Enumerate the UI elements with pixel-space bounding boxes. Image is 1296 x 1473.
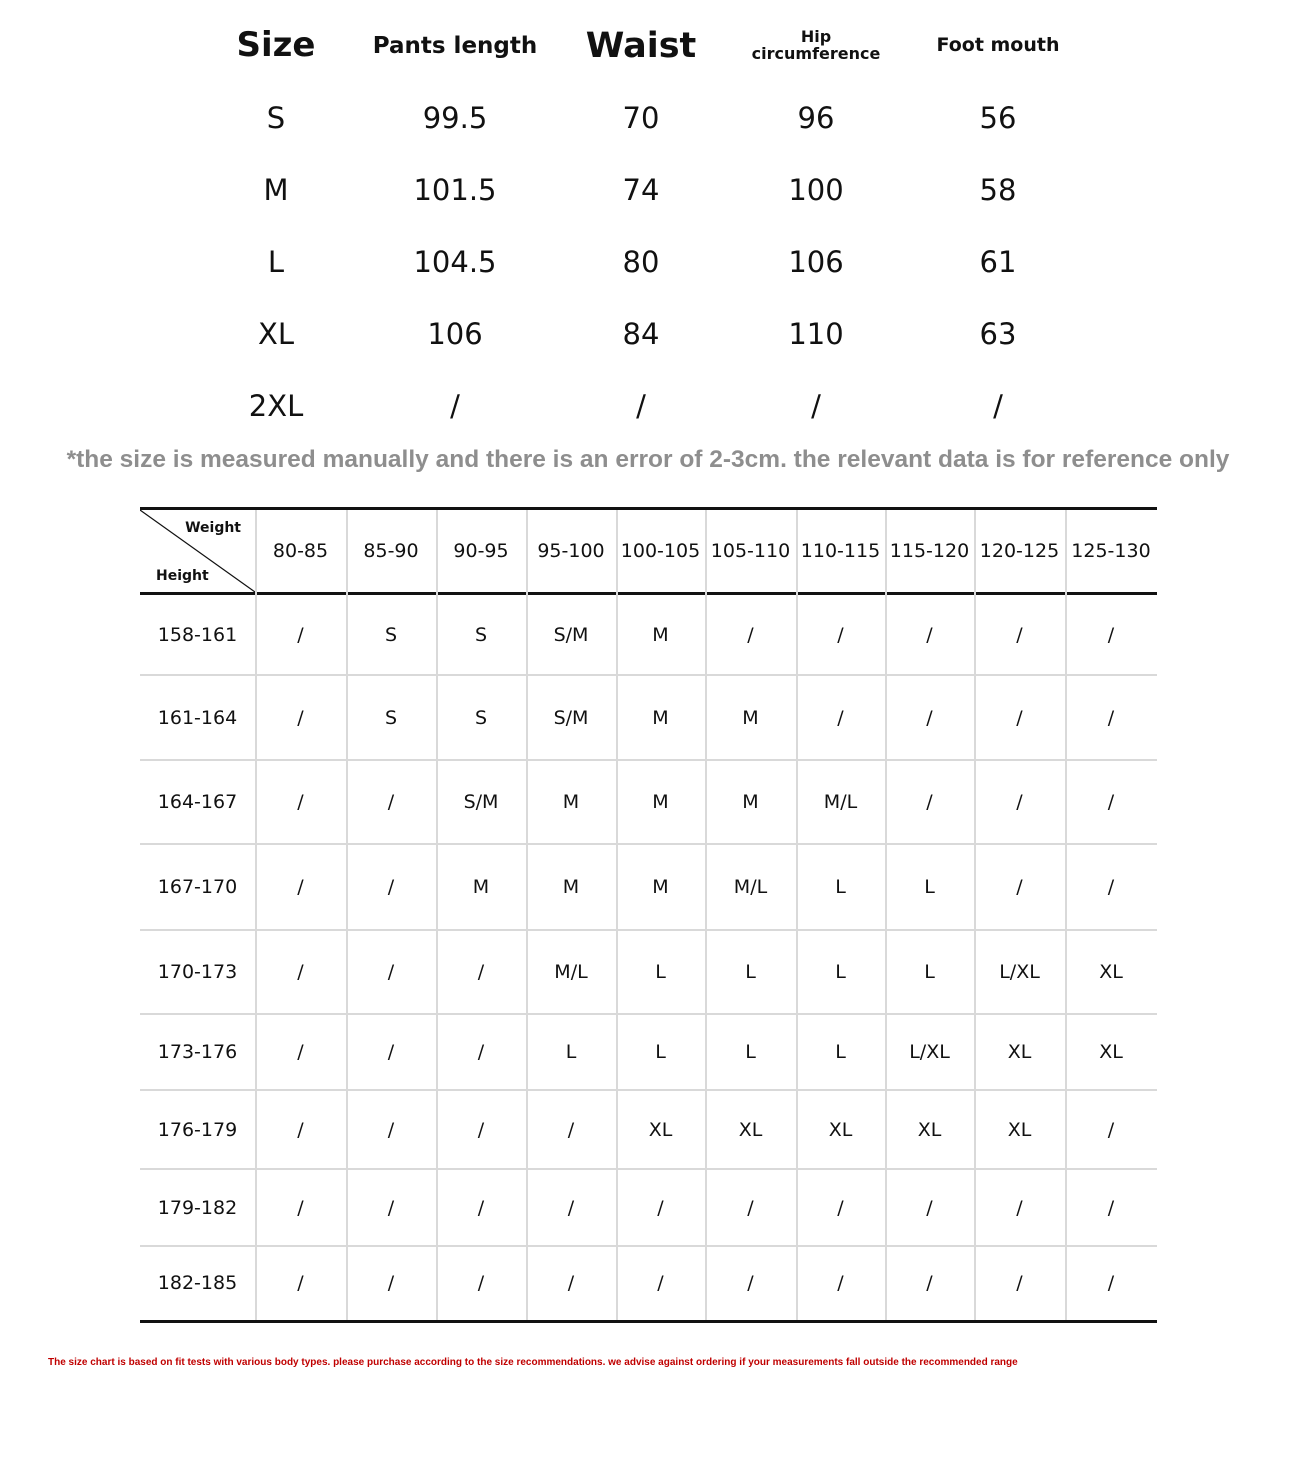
height-range-header: 179-182: [157, 1196, 238, 1219]
header-hip-circumference: Hip circumference: [751, 27, 881, 63]
height-range-header: 158-161: [157, 624, 238, 646]
header-waist: Waist: [585, 25, 697, 66]
disclaimer: The size chart is based on fit tests with various body types. please purchase according to the size recommendations. we advise against ordering if your measurements fall outside the recommended range: [48, 1357, 1018, 1368]
recommended-size-cell: /: [1107, 791, 1115, 813]
recommended-size-cell: M: [562, 791, 580, 813]
size-recommendation-grid: [140, 507, 1157, 1323]
recommended-size-cell: /: [837, 1196, 844, 1219]
height-range-header: 164-167: [157, 791, 238, 813]
recommended-size-cell: /: [1016, 706, 1023, 729]
recommended-size-cell: M/L: [554, 961, 588, 983]
size-cell: 99.5: [422, 100, 488, 135]
recommended-size-cell: /: [297, 706, 304, 729]
recommended-size-cell: S/M: [553, 624, 589, 646]
recommended-size-cell: XL: [1099, 961, 1123, 983]
recommended-size-cell: M: [562, 876, 580, 898]
size-cell: 74: [622, 172, 660, 207]
size-cell: 56: [979, 100, 1017, 135]
recommended-size-cell: /: [1107, 876, 1115, 898]
weight-range-header: 105-110: [710, 540, 791, 562]
recommended-size-cell: XL: [917, 1118, 942, 1141]
header-size: Size: [236, 25, 316, 66]
size-row: [0, 88, 1296, 148]
recommended-size-cell: /: [837, 706, 844, 729]
size-cell: L: [267, 244, 285, 279]
recommended-size-cell: M/L: [823, 791, 858, 813]
recommended-size-cell: L: [835, 876, 846, 898]
recommended-size-cell: XL: [1099, 1041, 1123, 1063]
recommended-size-cell: /: [567, 1118, 575, 1141]
recommended-size-cell: XL: [1007, 1118, 1032, 1141]
height-range-header: 167-170: [157, 876, 238, 898]
header-foot-mouth: Foot mouth: [936, 34, 1060, 57]
recommended-size-cell: /: [747, 1272, 754, 1294]
weight-range-header: 115-120: [889, 540, 970, 562]
recommended-size-cell: /: [747, 1196, 754, 1219]
size-header-row: [0, 16, 1296, 76]
weight-range-header: 100-105: [620, 540, 701, 562]
size-cell: 61: [979, 244, 1017, 279]
recommended-size-cell: M: [742, 791, 759, 813]
recommended-size-cell: /: [387, 1041, 395, 1063]
size-row: [0, 232, 1296, 292]
size-cell: /: [993, 388, 1003, 423]
size-cell: 106: [427, 316, 483, 351]
size-cell: /: [636, 388, 646, 423]
recommended-size-cell: L: [565, 1041, 577, 1063]
recommended-size-cell: L: [835, 961, 846, 983]
recommended-size-cell: /: [387, 1118, 395, 1141]
recommended-size-cell: /: [387, 1196, 395, 1219]
size-row: [0, 304, 1296, 364]
size-cell: 58: [979, 172, 1017, 207]
size-cell: 100: [788, 172, 844, 207]
recommended-size-cell: S: [384, 706, 398, 729]
corner-height-label: Height: [156, 568, 209, 584]
recommended-size-cell: /: [657, 1272, 664, 1294]
size-row: [0, 160, 1296, 220]
recommended-size-cell: /: [477, 1118, 485, 1141]
recommended-size-cell: /: [297, 1118, 304, 1141]
recommended-size-cell: /: [297, 624, 304, 646]
recommended-size-cell: /: [567, 1196, 575, 1219]
recommended-size-cell: XL: [1007, 1041, 1032, 1063]
recommended-size-cell: XL: [828, 1118, 853, 1141]
recommended-size-cell: L: [924, 876, 935, 898]
recommended-size-cell: /: [477, 1041, 485, 1063]
grid-bottom-rule: [140, 1320, 1157, 1323]
recommended-size-cell: /: [477, 1196, 485, 1219]
recommended-size-cell: /: [297, 961, 304, 983]
weight-range-header: 125-130: [1071, 540, 1151, 562]
recommended-size-cell: /: [837, 1272, 844, 1294]
recommended-size-cell: /: [1107, 624, 1115, 646]
weight-range-header: 95-100: [537, 540, 605, 562]
recommended-size-cell: L: [655, 961, 666, 983]
size-cell: M: [263, 172, 289, 207]
recommended-size-cell: M: [652, 791, 669, 813]
recommended-size-cell: /: [387, 791, 395, 813]
recommended-size-cell: XL: [648, 1118, 673, 1141]
recommended-size-cell: /: [657, 1196, 664, 1219]
recommended-size-cell: /: [1107, 1118, 1115, 1141]
size-cell: /: [450, 388, 460, 423]
recommended-size-cell: L/XL: [909, 1041, 950, 1063]
weight-range-header: 90-95: [453, 540, 509, 562]
recommended-size-cell: L: [924, 961, 935, 983]
recommended-size-cell: M: [652, 876, 669, 898]
recommended-size-cell: /: [1016, 791, 1023, 813]
weight-range-header: 85-90: [363, 540, 419, 562]
size-cell: XL: [257, 316, 295, 351]
size-cell: 106: [788, 244, 844, 279]
recommended-size-cell: L: [745, 1041, 756, 1063]
recommended-size-cell: /: [297, 791, 304, 813]
height-range-header: 173-176: [157, 1041, 238, 1063]
recommended-size-cell: M: [652, 706, 669, 729]
recommended-size-cell: /: [387, 961, 395, 983]
height-range-header: 182-185: [157, 1272, 238, 1294]
grid-corner-cell: [140, 510, 255, 592]
weight-range-header: 110-115: [800, 540, 881, 562]
recommended-size-cell: /: [297, 1196, 304, 1219]
recommended-size-cell: S: [474, 624, 488, 646]
recommended-size-cell: /: [1016, 624, 1023, 646]
recommended-size-cell: /: [1107, 706, 1115, 729]
recommended-size-cell: /: [297, 876, 304, 898]
recommended-size-cell: /: [477, 961, 485, 983]
recommended-size-cell: M/L: [733, 876, 768, 898]
recommended-size-cell: /: [387, 1272, 395, 1294]
recommended-size-cell: /: [1016, 1196, 1023, 1219]
weight-range-header: 80-85: [272, 540, 329, 562]
recommended-size-cell: /: [926, 791, 933, 813]
recommended-size-cell: L: [835, 1041, 846, 1063]
recommended-size-cell: /: [926, 624, 933, 646]
recommended-size-cell: /: [747, 624, 754, 646]
recommended-size-cell: L/XL: [999, 961, 1040, 983]
recommended-size-cell: /: [567, 1272, 575, 1294]
recommended-size-cell: /: [297, 1041, 304, 1063]
recommended-size-cell: M: [652, 624, 669, 646]
size-cell: S: [266, 100, 286, 135]
size-cell: 70: [622, 100, 660, 135]
recommended-size-cell: XL: [738, 1118, 763, 1141]
recommended-size-cell: /: [387, 876, 395, 898]
recommended-size-cell: /: [926, 1272, 933, 1294]
recommended-size-cell: L: [655, 1041, 666, 1063]
size-cell: 63: [979, 316, 1017, 351]
size-cell: /: [811, 388, 821, 423]
recommended-size-cell: /: [1016, 1272, 1023, 1294]
recommended-size-cell: /: [1107, 1272, 1115, 1294]
size-cell: 80: [622, 244, 660, 279]
recommended-size-cell: M: [472, 876, 490, 898]
size-cell: 96: [797, 100, 835, 135]
size-cell: 84: [622, 316, 660, 351]
header-pants-length: Pants length: [372, 32, 538, 59]
height-range-header: 161-164: [157, 706, 238, 729]
recommended-size-cell: /: [837, 624, 844, 646]
recommended-size-cell: /: [297, 1272, 304, 1294]
recommended-size-cell: /: [1016, 876, 1023, 898]
measurement-note: *the size is measured manually and there is an error of 2-3cm. the relevant data is for reference only: [66, 446, 1230, 473]
recommended-size-cell: /: [477, 1272, 485, 1294]
size-cell: 2XL: [248, 388, 304, 423]
size-cell: 110: [788, 316, 844, 351]
recommended-size-cell: S: [384, 624, 398, 646]
recommended-size-cell: /: [926, 706, 933, 729]
recommended-size-cell: /: [926, 1196, 933, 1219]
recommended-size-cell: S/M: [553, 706, 589, 729]
recommended-size-cell: L: [745, 961, 756, 983]
recommended-size-cell: S: [474, 706, 488, 729]
weight-range-header: 120-125: [979, 540, 1060, 562]
height-range-header: 176-179: [157, 1118, 238, 1141]
size-row: [0, 376, 1296, 436]
corner-weight-label: Weight: [185, 520, 241, 536]
recommended-size-cell: /: [1107, 1196, 1115, 1219]
height-range-header: 170-173: [157, 961, 238, 983]
size-cell: 104.5: [413, 244, 497, 279]
size-cell: 101.5: [413, 172, 497, 207]
recommended-size-cell: S/M: [463, 791, 499, 813]
recommended-size-cell: M: [742, 706, 759, 729]
